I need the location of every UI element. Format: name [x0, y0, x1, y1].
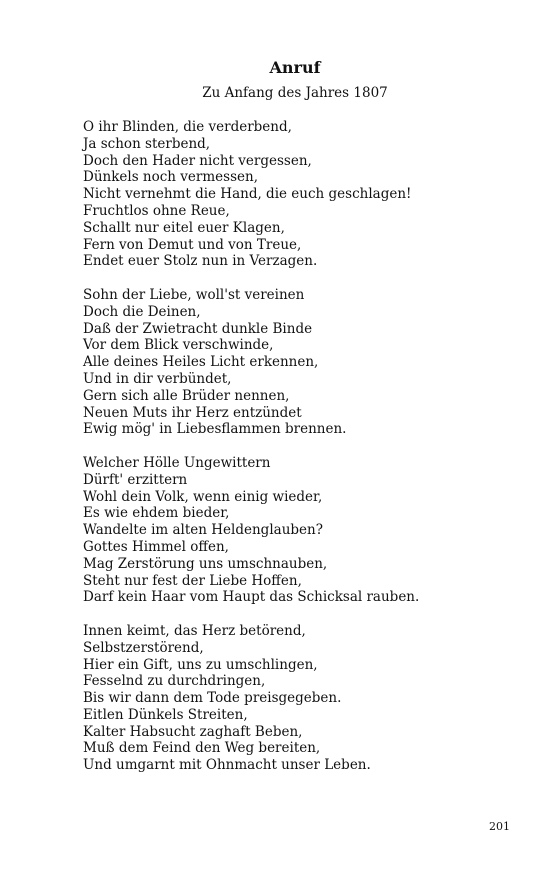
page-number: 201	[489, 820, 510, 833]
verse-line: Und in dir verbündet,	[83, 370, 232, 387]
verse-line: Selbstzerstörend,	[83, 639, 204, 656]
verse-line: Neuen Muts ihr Herz entzündet	[83, 404, 302, 421]
verse-line: Endet euer Stolz nun in Verzagen.	[83, 253, 318, 270]
verse-line: Kalter Habsucht zaghaft Beben,	[83, 723, 303, 740]
verse-line: Steht nur fest der Liebe Hoffen,	[83, 572, 302, 589]
verse-line: Schallt nur eitel euer Klagen,	[83, 219, 285, 236]
stanza	[83, 623, 523, 774]
poem-title: Anruf	[269, 58, 321, 77]
verse-line: O ihr Blinden, die verderbend,	[83, 119, 292, 135]
stanza	[83, 119, 523, 270]
verse-line: Daß der Zwietracht dunkle Binde	[83, 320, 313, 337]
verse-line: Fern von Demut und von Treue,	[83, 236, 302, 253]
verse-line: Dürft' erzittern	[83, 471, 188, 488]
verse-line: Ja schon sterbend,	[83, 135, 211, 152]
verse-line: Welcher Hölle Ungewittern	[83, 454, 271, 471]
verse-line: Gottes Himmel offen,	[83, 538, 229, 555]
verse-line: Doch den Hader nicht vergessen,	[83, 152, 312, 169]
verse-line: Dünkels noch vermessen,	[83, 169, 258, 186]
verse-line: Innen keimt, das Herz betörend,	[83, 622, 306, 639]
verse-line: Mag Zerstörung uns umschnauben,	[83, 555, 328, 572]
verse-line: Gern sich alle Brüder nennen,	[83, 387, 290, 404]
verse-line: Nicht vernehmt die Hand, die euch geschlagen!	[83, 186, 412, 203]
verse-line: Es wie ehdem bieder,	[83, 505, 230, 522]
verse-line: Doch die Deinen,	[83, 303, 201, 320]
stanza	[83, 455, 523, 606]
verse-line: Wohl dein Volk, wenn einig wieder,	[83, 488, 323, 505]
verse-line: Vor dem Blick verschwinde,	[83, 337, 274, 354]
verse-line: Hier ein Gift, uns zu umschlingen,	[83, 656, 318, 673]
verse-line: Eitlen Dünkels Streiten,	[83, 706, 248, 723]
verse-line: Fesselnd zu durchdringen,	[83, 673, 266, 690]
verse-line: Fruchtlos ohne Reue,	[83, 202, 230, 219]
poem-subtitle: Zu Anfang des Jahres 1807	[202, 85, 388, 101]
verse-line: Darf kein Haar vom Haupt das Schicksal rauben.	[83, 589, 420, 606]
verse-line: Ewig mög' in Liebesflammen brennen.	[83, 421, 347, 438]
poem-body	[83, 119, 523, 791]
verse-line: Muß dem Feind den Weg bereiten,	[83, 740, 321, 757]
verse-line: Sohn der Liebe, woll'st vereinen	[83, 286, 305, 303]
verse-line: Bis wir dann dem Tode preisgegeben.	[83, 690, 342, 707]
stanza	[83, 287, 523, 438]
verse-line: Und umgarnt mit Ohnmacht unser Leben.	[83, 757, 371, 774]
verse-line: Wandelte im alten Heldenglauben?	[83, 522, 323, 539]
verse-line: Alle deines Heiles Licht erkennen,	[83, 354, 319, 371]
